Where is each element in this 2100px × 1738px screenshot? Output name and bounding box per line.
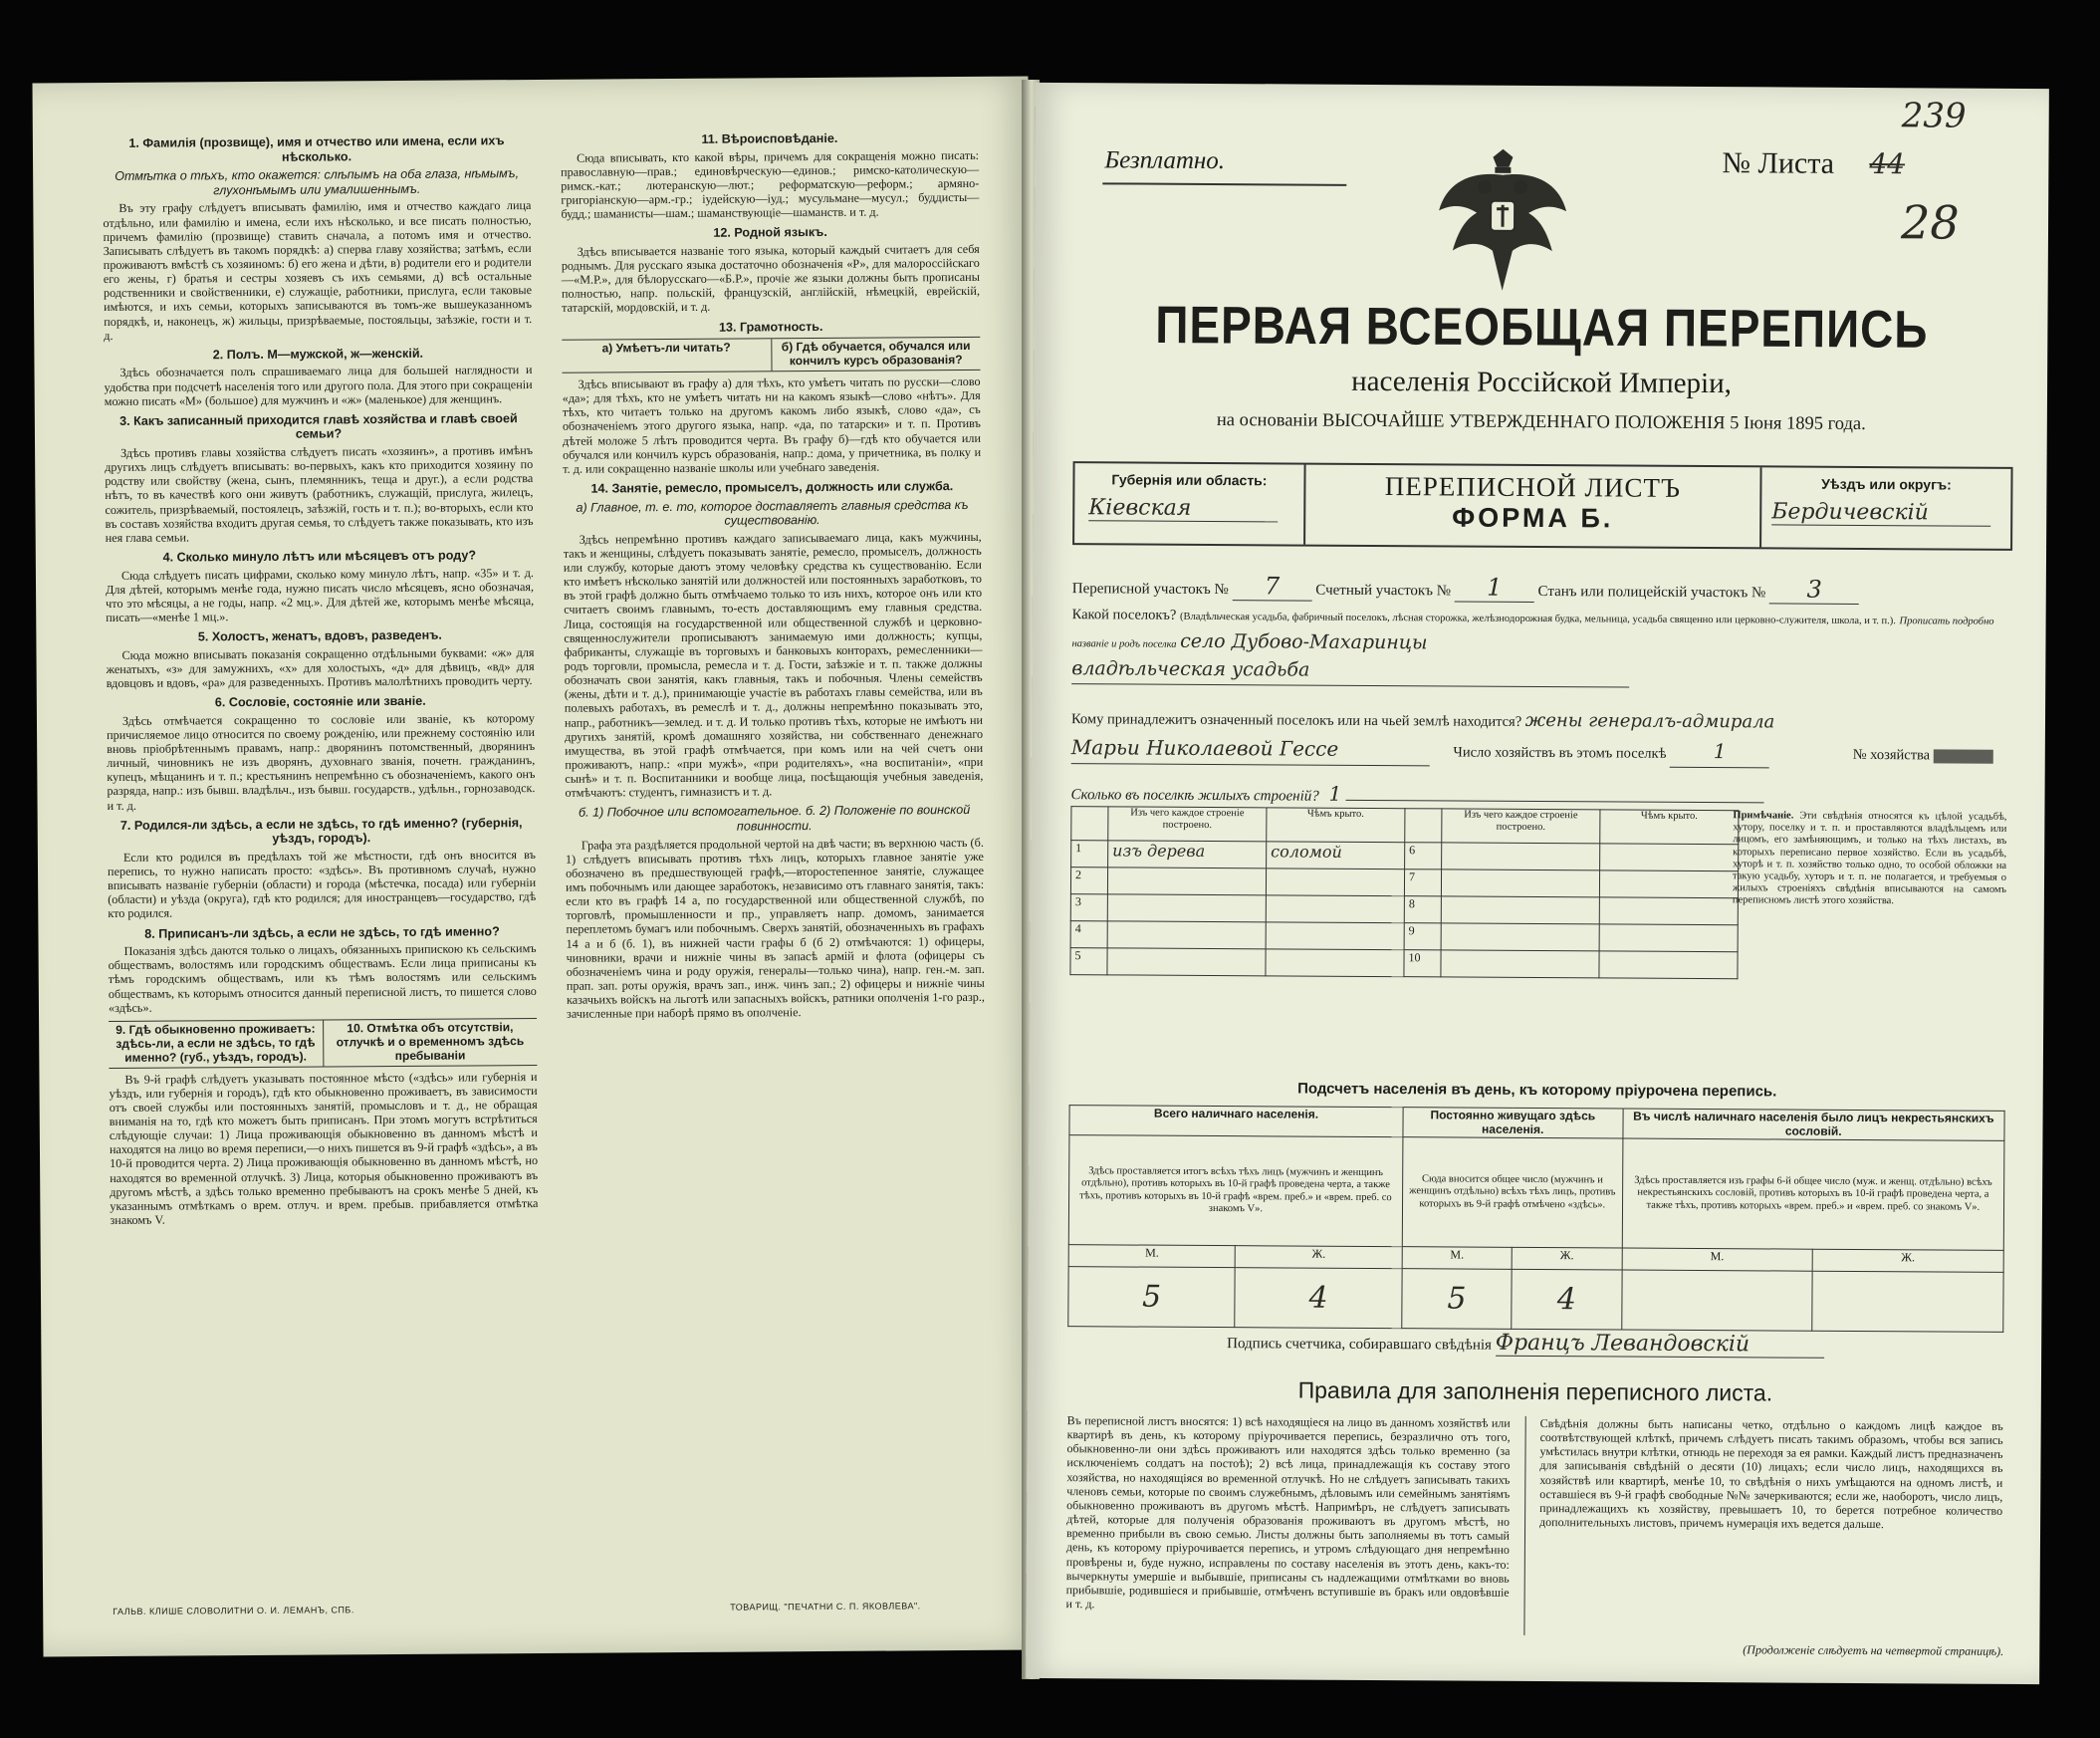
instruction-text: Графа эта раздѣляется продольной чертой на двѣ части; въ верхнюю часть (б. 1) слѣдуетъ вписывать противъ тѣхъ лицъ, которыхъ главное занятіе уже обозначено въ предшествующей графѣ,—второстепенное занятіе, служащее имъ побочнымъ или дающее заработокъ, независимо отъ главнаго занятія, такъ: если кто въ графѣ 14 а, по государственной или общественной службѣ, по торговлѣ, промышленности и пр., управляетъ напр. домомъ, занимается переплетомъ бумагъ или побочнымъ. Сверхъ занятій, обозначенныхъ въ графахъ 14 а и б (б. 1), въ нижней части графы б (б 2) отмѣчаются: 1) офицеры, чиновники, врачи и нижніе чины въ запасѣ армій и флота (офицеры съ обозначеніемъ чина и роду оружія, генералы—только чина), напр. ген.-м. зап. прап. зап. роты оружія, врачъ зап., инж. чинъ зап.; 2) офицеры и нижніе чины казачьихъ войскъ на льготѣ или запасныхъ войскъ, ратники ополченія 1-го разр., зачисленные при наборѣ прямо въ ополченіе. <box>565 835 985 1022</box>
settlement-hint-2: Прописать подробно названіе и родъ поселка <box>1071 616 1994 650</box>
instruction-text: Въ 9-й графѣ слѣдуетъ указывать постоянное мѣсто («здѣсь» или губернія и уѣздъ, или губернія и городъ), гдѣ кто обыкновенно проживаетъ, въ зависимости отъ своей службы или постоянныхъ занятій, промысловъ и т. д., не обращая вниманія на то, гдѣ кто можетъ быть приписанъ. При этомъ могутъ встрѣтиться слѣдующіе случаи: 1) Лица проживающія обыкновенно въ данномъ мѣстѣ и находятся на лицо во время переписи,—о нихъ пишется въ 9-й графѣ «здѣсь», а въ 10-й проводится черта. 2) Лица проживающія обыкновенно въ данномъ мѣстѣ, но находятся во временной отлучкѣ. 3) Лица, которыя обыкновенно проживаютъ въ другомъ мѣстѣ, а здѣсь только временно пребываютъ на срокъ менѣе 5 дней, къ указаннымъ отмѣткамъ о врем. отлуч. и врем. пребыв. прибавляется отмѣтка знакомъ V. <box>109 1069 539 1228</box>
building-material <box>1107 894 1266 922</box>
form-title-cell <box>1305 465 1759 548</box>
census-area-value: 7 <box>1232 572 1311 601</box>
instruction-subtitle: б. 1) Побочное или вспомогательное. б. 2) Положеніе по воинской повинности. <box>578 803 971 834</box>
table-row <box>1070 894 1738 925</box>
owner-label: Кому принадлежитъ означенный поселокъ или на чьей землѣ находится? <box>1070 711 1522 730</box>
count-col-female-label: Ж. <box>1236 1246 1403 1269</box>
instruction-title: 4. Сколько минуло лѣтъ или мѣсяцевъ отъ роду? <box>162 548 477 565</box>
instruction-text: Сюда вписывать, кто какой вѣры, причемъ для сокращенія можно писать: православную—прав.; единовѣрческую—единов.; римско-католическую—римск.-кат.; лютеранскую—лют.; реформатскую—реформ.; армяно-григоріанскую—арм.-гр.; іудейскую—іуд.; мусульмане—мусул.; буддисты—будд.; шаманисты—шам.; шаманствующіе—шаманств. и т. д. <box>561 147 980 221</box>
building-number: 10 <box>1404 950 1441 977</box>
buildings-head-roof-2: Чѣмъ крыто. <box>1600 810 1739 845</box>
instruction-subtitle: а) Главное, т. е. то, которое доставляетъ главныя средства къ существованію. <box>576 497 969 528</box>
census-title: ПЕРВАЯ ВСЕОБЩАЯ ПЕРЕПИСЬ <box>1155 294 1929 360</box>
table-row <box>1070 948 1738 979</box>
count-value-female <box>1812 1271 2003 1332</box>
rules-right: Свѣдѣнія должны быть написаны четко, отдѣльно о каждомъ лицѣ каждое въ соотвѣтствующей клѣткѣ, причемъ слѣдуетъ писать такимъ образомъ, чтобы вся запись умѣстилась внутри клѣтки, отнюдь не переходя за ея рамки. Каждый листъ предназначенъ для записыванія свѣдѣній о десяти (10) лицахъ; если число лицъ, находящихся въ хозяйствѣ или квартирѣ, менѣе 10, то свѣдѣнія о нихъ умѣщаются на одномъ листѣ, и оставшіеся въ 9-й графѣ свободные №№ зачеркиваются; если же, наоборотъ, число лицъ, принадлежащихъ къ хозяйству, превышаетъ 10, то берется потребное количество дополнительныхъ листовъ, причемъ нумерація ихъ ведется дальше. <box>1539 1416 2003 1532</box>
police-label: Станъ или полицейскій участокъ № <box>1537 583 1766 602</box>
count-col-head: Въ числѣ наличнаго населенія было лицъ некрестьянскихъ сословій. <box>1623 1109 2005 1140</box>
instruction-subtitle: Отмѣтка о тѣхъ, кто окажется: слѣпымъ на оба глаза, нѣмымъ, глухонѣмымъ или умалишеннымъ. <box>115 166 520 198</box>
count-col-text: Здѣсь проставляется итогъ всѣхъ тѣхъ лицъ (мужчинъ и женщинъ отдѣльно), противъ которыхъ въ 10-й графѣ проведена черта, а также тѣхъ, противъ которыхъ въ 10-й графѣ «врем. преб.» и «врем. преб. со знакомъ V». <box>1068 1135 1403 1247</box>
sheet-number-crossed: 44 <box>1869 147 1906 181</box>
building-number: 8 <box>1404 896 1441 923</box>
building-number: 6 <box>1405 843 1442 869</box>
instruction-text: Въ эту графу слѣдуетъ вписывать фамилію, имя и отчество каждаго лица отдѣльно, или фамилію и имена, если ихъ нѣсколько, и все писать полностью, причемъ фамилію (прозвище) ставить сначала, а потомъ имя и отчество. Записывать слѣдуетъ въ такомъ порядкѣ: а) сперва главу хозяйства; затѣмъ, если проживаютъ вмѣстѣ съ хозяиномъ: б) его жена и дѣти, в) родители его и родители его жены, г) братья и сестры хозяевъ съ ихъ семьями, д) всѣ остальные родственники и свойственники, е) служащіе, работники, прислуга, если таковые имѣются, и ихъ семьи, которыхъ записываются въ томъ-же вышеуказанномъ порядкѣ, и, наконецъ, ж) жильцы, призрѣваемые, постояльцы, заѣзжіе, гости и т. д. <box>103 198 533 343</box>
census-subtitle: населенія Россійской Имперіи, <box>1351 365 1733 400</box>
building-roof <box>1600 844 1739 871</box>
province-cell <box>1074 463 1305 544</box>
instruction-title: 12. Родной языкъ. <box>713 225 827 241</box>
buildings-head-roof: Чѣмъ крыто. <box>1267 808 1405 843</box>
buildings-label: Сколько въ поселкѣ жилыхъ строеній? <box>1070 787 1319 805</box>
left-imprint: ГАЛЬВ. КЛИШЕ СЛОВОЛИТНИ О. И. ЛЕМАНЪ, СПБ. <box>113 1605 354 1616</box>
building-material <box>1441 923 1599 951</box>
building-material <box>1107 921 1266 949</box>
split-heading-right: б) Гдѣ обучается, обучался или кончилъ курсъ образованія? <box>781 339 971 369</box>
signature-value: Францъ Левандовскій <box>1496 1331 1824 1359</box>
right-imprint: ТОВАРИЩ. "ПЕЧАТНИ С. П. ЯКОВЛЕВА". <box>730 1601 921 1613</box>
free-underline <box>1102 182 1346 185</box>
table-row <box>1070 868 1738 898</box>
instructions-column-1 <box>103 129 539 1233</box>
building-roof: соломой <box>1267 842 1405 869</box>
instruction-text: Показанія здѣсь даются только о лицахъ, обязанныхъ припискою къ сельскимъ обществамъ, волостямъ или городскимъ обществамъ. Если лица приписаны къ тѣмъ городскимъ обществамъ, или къ тѣмъ волостямъ или сельскимъ обществамъ, къ которымъ относится данный переписной листъ, то пишется слово «здѣсь». <box>108 941 537 1015</box>
instruction-text: Здѣсь отмѣчается сокращенно то сословіе или званіе, къ которому причисляемое лицо относится по своему рожденію, или прежнему состоянію или вновь пріобрѣтеннымъ правамъ, напр.: дворянинъ потомственный, дворянинъ личный, чиновникъ не изъ дворянъ, духовнаго званія, почетн. гражданинъ, купецъ, мѣщанинъ и т. п.; крестьянинъ непремѣнно съ обозначеніемъ, какого онъ разряда, напр.: изъ бывш. владѣльч., изъ бывш. государств., удѣльн., горнозаводск. и т. д. <box>107 710 536 813</box>
rules-continued: (Продолженіе слѣдуетъ на четвертой страницѣ). <box>1743 1642 2004 1658</box>
rules-left: Въ переписной листъ вносятся: 1) всѣ находящіеся на лицо въ данномъ хозяйствѣ или квартирѣ въ день, къ которому пріурочивается перепись, безразлично отъ того, обыкновенно-ли они здѣсь проживаютъ или находятся здѣсь только временно (за исключеніемъ солдатъ на постоѣ); 2) всѣ лица, принадлежащія къ составу этого хозяйства, но находящіяся во временной отлучкѣ. Но не слѣдуетъ записывать такихъ членовъ семьи, которые по своимъ служебнымъ, дѣловымъ или семейнымъ занятіямъ обыкновенно проживаютъ въ другомъ мѣстѣ. Напримѣръ, не слѣдуетъ записывать дѣтей, которые для полученія образованія проживаютъ въ другомъ мѣстѣ, но временно прибыли въ свою семью. Листы должны быть заполняемы въ тотъ самый день, къ которому пріурочивается перепись, и утромъ слѣдующаго дня непремѣнно провѣрены и, буде нужно, исправлены по составу населенія въ этотъ день, какъ-то: вычеркнуты умершіе и выбывшіе, приписаны съ надлежащими отмѣтками во вновь прибывшіе, родившіеся и прибывшіе, отмѣченъ вступившіе въ бракъ или овдовѣвшіе и т. д. <box>1065 1413 1511 1612</box>
building-roof <box>1266 869 1404 896</box>
instruction-title: 2. Полъ. М—мужской, ж—женскій. <box>212 346 424 363</box>
instruction-text: Здѣсь противъ главы хозяйства слѣдуетъ писать «хозяинъ», а противъ имѣнъ другихъ лицъ слѣдуетъ вписывать: во-первыхъ, какъ кто приходится хозяину по родству или свойству (жена, сынъ, племянникъ, теща и друг.), а если родства нѣтъ, то въ качествѣ кого они живутъ (работникъ, служащій, прислуга, жилецъ, сожитель, призрѣваемый, постоялецъ, заѣзжій, гость и т. п.); во-вторыхъ, если кто въ составъ хозяйства входитъ другая семья, то слѣдуетъ также показывать, кто изъ нея глава семьи. <box>105 442 534 545</box>
table-row <box>1071 841 1739 871</box>
free-label: Безплатно. <box>1104 146 1226 175</box>
building-roof <box>1599 951 1738 979</box>
count-col-text: Здѣсь проставляется изъ графы 6-й общее число (муж. и женщ. отдѣльно) всѣхъ некрестьянскихъ сословій, противъ которыхъ въ 10-й графѣ проведена черта, а также тѣхъ, противъ которыхъ «врем. преб.» и «врем. преб. со знакомъ V». <box>1622 1138 2004 1250</box>
settlement-block <box>1071 605 2007 689</box>
instruction-title: 11. Вѣроисповѣданіе. <box>701 130 838 146</box>
split-heading <box>562 337 980 373</box>
building-roof <box>1266 949 1404 977</box>
settlement-value: село Дубово-Махаринцы <box>1180 629 1428 654</box>
note-label: Примѣчаніе. <box>1733 810 1794 822</box>
split-heading-left: а) Умѣетъ-ли читать? <box>562 340 772 372</box>
count-col-head: Всего наличнаго населенія. <box>1069 1106 1403 1137</box>
instruction-title: 5. Холостъ, женатъ, вдовъ, разведенъ. <box>197 627 442 644</box>
census-area-label: Переписной участокъ № <box>1071 581 1229 599</box>
archive-number: 239 <box>1901 96 1967 136</box>
instruction-title: 3. Какъ записанный приходится главѣ хозяйства и главѣ своей семьи? <box>119 410 518 442</box>
table-row <box>1070 921 1738 952</box>
left-page-instructions <box>32 77 1039 1657</box>
building-roof <box>1266 922 1404 950</box>
count-title: Подсчетъ населенія въ день, къ которому пріурочена перепись. <box>1297 1080 1777 1101</box>
instruction-title: 1. Фамилія (прозвище), имя и отчество или имена, если ихъ нѣсколько. <box>128 133 505 164</box>
building-roof <box>1599 870 1738 898</box>
count-value-male <box>1621 1270 1812 1331</box>
sheet-number-label: № Листа <box>1722 146 1835 180</box>
count-value-female: 4 <box>1235 1268 1402 1329</box>
instruction-text: Сюда слѣдуетъ писать цифрами, сколько кому минуло лѣтъ, напр. «35» и т. д. Для дѣтей, которымъ менѣе года, нужно писать число мѣсяцевъ, ясно обозначая, что это мѣсяцы, а не годы, напр. «2 мц.». Для дѣтей же, которымъ менѣе мѣсяца, писать—«менѣе 1 мц.». <box>105 565 535 624</box>
instruction-text: Здѣсь обозначается полъ спрашиваемаго лица для большей наглядности и удобства при подсчетѣ населенія того или другого пола. Для этого при сокращеніи можно писать «М» (большое) для мужчинъ и «ж» (маленькое) для женщинъ. <box>104 363 533 408</box>
instruction-title: 6. Сословіе, состояніе или званіе. <box>214 693 426 710</box>
building-number: 2 <box>1070 868 1107 894</box>
rules-divider <box>1523 1416 1525 1635</box>
building-material: изъ дерева <box>1108 841 1267 869</box>
coat-of-arms-icon <box>1433 140 1573 301</box>
instruction-title: 14. Занятіе, ремесло, промыселъ, должность или служба. <box>590 479 954 496</box>
instructions-column-2 <box>561 126 985 1027</box>
count-col-female-label: Ж. <box>1812 1249 2003 1272</box>
building-number: 4 <box>1070 921 1107 948</box>
owner-block <box>1071 704 2007 770</box>
count-table <box>1067 1105 2004 1333</box>
buildings-head-material: Изъ чего каждое строеніе построено. <box>1108 807 1267 842</box>
building-number: 1 <box>1071 841 1108 868</box>
buildings-value: 1 <box>1328 781 1342 806</box>
signature-row <box>1227 1329 2003 1360</box>
building-roof <box>1599 924 1738 952</box>
instruction-title: 8. Приписанъ-ли здѣсь, а если не здѣсь, то гдѣ именно? <box>144 923 500 941</box>
form-header-box <box>1072 461 2012 551</box>
building-number: 7 <box>1404 869 1441 896</box>
signature-label: Подпись счетчика, собиравшаго свѣдѣнія <box>1227 1336 1493 1354</box>
building-material <box>1107 868 1266 895</box>
count-area-label: Счетный участокъ № <box>1315 582 1452 600</box>
census-basis: на основаніи ВЫСОЧАЙШЕ УТВЕРЖДЕННАГО ПОЛОЖЕНІЯ 5 Іюня 1895 года. <box>1216 410 1866 435</box>
building-material <box>1441 950 1599 978</box>
area-numbers-row <box>1072 571 2008 606</box>
owner-value-2: Марьи Николаевой Гессе <box>1071 732 1430 766</box>
buildings-table <box>1069 806 1739 979</box>
count-col-male-label: М. <box>1068 1245 1236 1268</box>
count-table-wrap <box>1067 1105 2004 1333</box>
count-value-male: 5 <box>1402 1269 1513 1330</box>
count-value-female: 4 <box>1512 1269 1622 1330</box>
household-no-redacted <box>1934 749 1993 763</box>
count-value-male: 5 <box>1068 1267 1236 1328</box>
households-label: Число хозяйствъ въ этомъ поселкѣ <box>1453 744 1667 762</box>
split-heading <box>109 1018 537 1069</box>
building-number: 9 <box>1404 923 1441 950</box>
district-cell <box>1759 467 2010 549</box>
building-material <box>1441 896 1599 924</box>
instruction-text: Здѣсь вписывается названіе того языка, который каждый считаетъ для себя роднымъ. Для русскаго языка достаточно обозначенія «Р», для малороссійскаго—«М.Р.», для бѣлорусскаго—«Б.Р.», прочіе же языки должны быть прописаны полностью, напр. польскій, французскій, англійскій, нѣмецкій, еврейскій, татарскій, мордовскій, и т. д. <box>561 241 981 316</box>
settlement-hint: (Владѣльческая усадьба, фабричный поселокъ, лѣсная сторожка, желѣзнодорожная будка, мельница, усадьба священно или церковно-служителя, школа, и т. п.). <box>1179 611 1896 627</box>
province-value: Кіевская <box>1088 495 1278 522</box>
police-value: 3 <box>1769 575 1859 605</box>
buildings-row <box>1070 780 2006 810</box>
count-col-text: Сюда вносится общее число (мужчинъ и женщинъ отдѣльно) всѣхъ тѣхъ лицъ, противъ которыхъ въ 9-й графѣ отмѣчено «здѣсь». <box>1402 1137 1622 1248</box>
instruction-title: 13. Грамотность. <box>718 319 823 335</box>
owner-value: жены генералъ-адмирала <box>1524 709 1775 733</box>
split-heading-left: 9. Гдѣ обыкновенно проживаетъ: здѣсь-ли, а если не здѣсь, то гдѣ именно? (губ., уѣздъ, городъ). <box>109 1020 324 1067</box>
form-title: ПЕРЕПИСНОЙ ЛИСТЪ <box>1384 471 1682 503</box>
district-label: Уѣздъ или округъ: <box>1821 475 1952 493</box>
building-number: 5 <box>1070 948 1107 975</box>
building-roof <box>1266 895 1404 923</box>
households-value: 1 <box>1670 736 1769 769</box>
count-col-male-label: М. <box>1622 1248 1812 1271</box>
instruction-text: Если кто родился въ предѣлахъ той же мѣстности, гдѣ онъ вносится въ перепись, то нужно написать просто: «здѣсь». Въ противномъ случаѣ, нужно вписывать названіе губерніи (области) и города (мѣстечка, посада) или губерніи (области) и уѣзда (округа), гдѣ кто родился; для иностранцевъ—государство, гдѣ кто родился. <box>107 847 537 921</box>
split-heading-right: 10. Отмѣтка объ отсутствіи, отлучкѣ и о временномъ здѣсь пребываніи <box>336 1020 525 1063</box>
buildings-head-material-2: Изъ чего каждое строеніе построено. <box>1442 809 1600 844</box>
instruction-text: Здѣсь вписывают въ графу а) для тѣхъ, кто умѣетъ читать по русски—слово «да»; для тѣхъ, кто не умѣетъ читать ни на какомъ языкѣ—слово «нѣтъ». Для тѣхъ, кто читаетъ только на другомъ какомъ либо языкѣ, слово «да», съ обозначеніемъ этого другого языка, напр. «да, по татарски» и т. п. Противъ дѣтей моложе 5 лѣтъ проводится черта. Въ графу б)—гдѣ кто обучается или обучался или кончилъ курсъ образованія, напр.: дома, у причетника, въ полку и т. д. или сокращенно названіе школы или учебнаго заведенія. <box>562 373 982 476</box>
building-material <box>1441 869 1599 897</box>
note-text: Эти свѣдѣнія относятся къ цѣлой усадьбѣ, хутору, поселку и т. п. и проставляются владѣльцемъ или лицомъ, его замѣняющимъ, и только на тѣхъ листахъ, въ которыхъ переписано первое хозяйство. Если въ усадьбѣ, хуторѣ и т. п. хозяйство только одно, то особой обложки на такую усадьбу, хуторъ и т. п. не полагается, и требуемыя о жилыхъ строеніяхъ свѣдѣнія вписываются на самомъ переписномъ листѣ этого хозяйства. <box>1732 810 2007 907</box>
count-area-value: 1 <box>1455 573 1534 602</box>
count-col-head: Постоянно живущаго здѣсь населенія. <box>1403 1108 1623 1138</box>
form-subtitle: ФОРМА Б. <box>1452 502 1614 534</box>
building-material <box>1107 948 1266 976</box>
instruction-text: Здѣсь непремѣнно противъ каждаго записываемаго лица, какъ мужчины, такъ и женщины, слѣдуетъ показывать занятіе, ремесло, промыселъ, должность или службу, которые даютъ этому человѣку средства къ существованію. Если кто имѣетъ нѣсколько занятій или должностей или постоянныхъ заработковъ, то въ этой графѣ должно быть отмѣчаемо только то изъ нихъ, которое онъ или кто считаетъ своимъ главнымъ, то-есть доставляющимъ ему главныя средства. Лица, состоящія на государственной или общественной службѣ и церковно-священнослужители прописываютъ занимаемую ими должность; купцы, фабриканты, служащіе въ торговыхъ и банковыхъ конторахъ, ремесленники—родъ торговли, промысла, ремесла и т. д. Гости, заѣзжіе и т. п. также должны обозначать свои занятія, какъ главныя, такъ и побочныя. Члены семействъ (жены, дѣти и т. д.), принимающіе участіе въ работахъ главы семейства, или въ полевыхъ работахъ, въ ремеслѣ и т. д., должны непремѣнно показывать это, напр., работникъ—землед. и т. д. И только противъ тѣхъ, которые не имѣютъ ни другихъ занятій, кромѣ домашняго хозяйства, ни собственнаго денежнаго имущества, въ этой графѣ отмѣчается, при комъ или на чей счетъ они проживаютъ, напр.: «при мужѣ», «при родителяхъ», «на воспитаніи», «при сынѣ» и т. п. Воспитанники и вообще лица, посѣщающія учебныя заведенія, отмѣчаютъ: студентъ, гимназистъ и т. д. <box>563 529 984 801</box>
sheet-number-value: 28 <box>1900 195 1960 250</box>
count-col-male-label: М. <box>1402 1247 1513 1270</box>
instruction-title: 7. Родился-ли здѣсь, а если не здѣсь, то гдѣ именно? (губернія, уѣздъ, городъ). <box>119 815 523 847</box>
district-value: Бердичевскій <box>1771 499 1990 526</box>
province-label: Губернія или область: <box>1111 471 1268 489</box>
building-roof <box>1599 897 1738 925</box>
settlement-value-2: владѣльческая усадьба <box>1071 654 1629 687</box>
buildings-table-wrap <box>1069 806 1739 979</box>
instruction-text: Сюда можно вписывать показанія сокращенно отдѣльными буквами: «ж» для женатыхъ, «з» для замужнихъ, «х» для холостыхъ, «д» для дѣвицъ, «вд» для вдовцовъ и вдовъ, «ра» для разведенныхъ. Противъ малолѣтнихъ проводить черту. <box>106 644 535 691</box>
settlement-label: Какой поселокъ? <box>1071 607 1177 623</box>
right-page-census-form <box>1026 83 2049 1684</box>
building-number: 3 <box>1070 894 1107 921</box>
count-col-female-label: Ж. <box>1512 1247 1622 1270</box>
building-material <box>1442 843 1600 870</box>
buildings-note <box>1733 810 2007 908</box>
household-no-label: № хозяйства <box>1852 746 1931 764</box>
rules-title: Правила для заполненія переписного листа. <box>1297 1376 1773 1406</box>
